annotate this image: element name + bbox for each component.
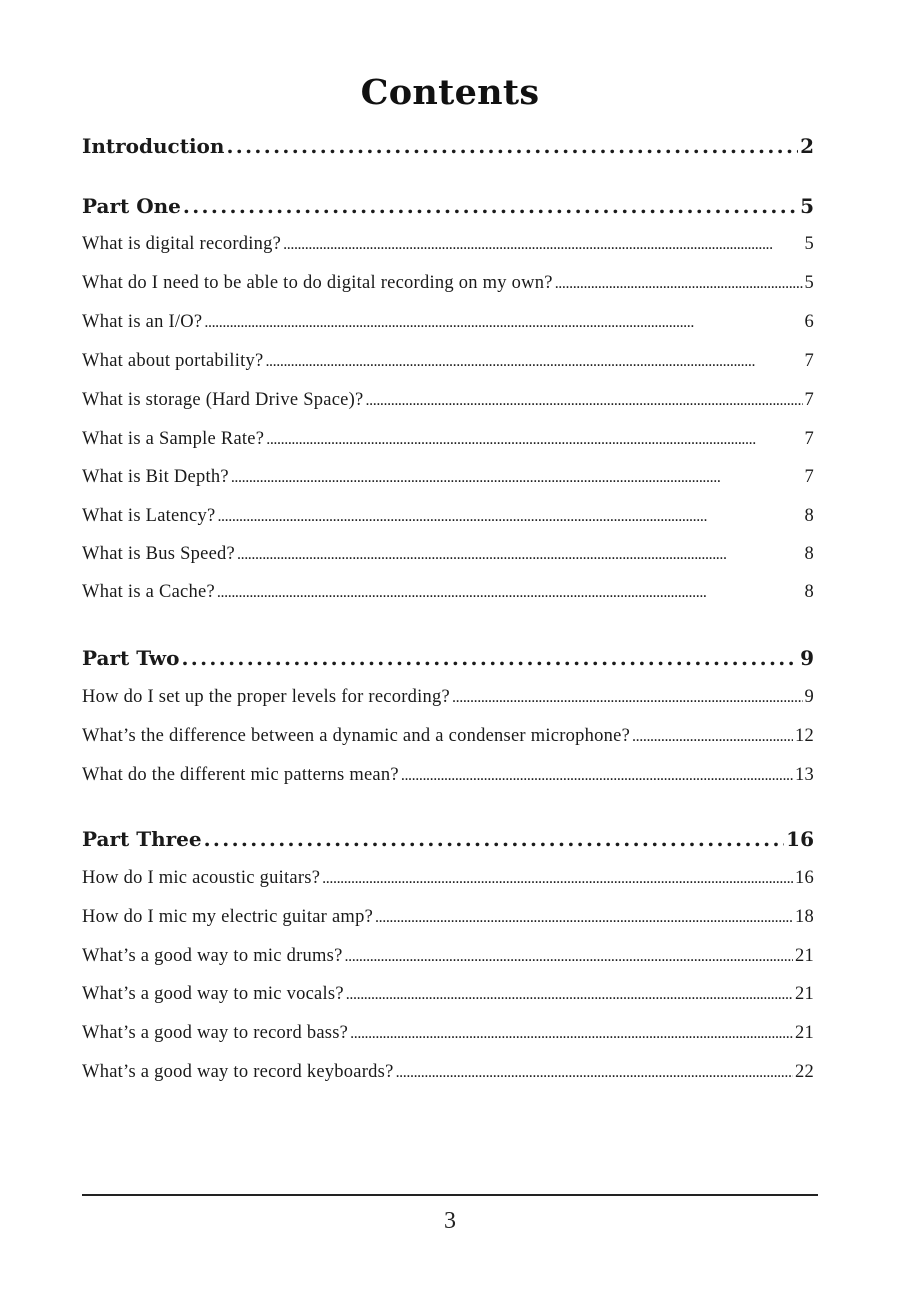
toc-heading-part-one: [82, 191, 814, 221]
dot-leader: [237, 541, 803, 567]
toc-entry-page: 5: [804, 234, 814, 254]
dot-leader: [452, 684, 802, 710]
dot-leader: [322, 865, 793, 891]
dot-leader: [366, 387, 803, 413]
toc-entry: [82, 387, 814, 413]
toc-entry: [82, 309, 814, 335]
toc-heading-label: Part Three: [82, 827, 202, 851]
toc-entry: [82, 943, 814, 969]
toc-entry-label: What is an I/O?: [82, 312, 203, 332]
dot-leader: [265, 348, 802, 374]
dot-leader: [266, 426, 802, 452]
toc-entry: [82, 904, 814, 930]
toc-entry: [82, 426, 814, 452]
toc-heading-label: Part Two: [82, 646, 180, 670]
toc-entry: [82, 348, 814, 374]
dot-leader: [632, 723, 793, 749]
toc-entry-page: 6: [804, 312, 814, 332]
toc-entry-page: 21: [795, 1023, 814, 1043]
toc-heading-page: 2: [800, 134, 814, 158]
dot-leader: [217, 579, 803, 605]
dot-leader: [283, 231, 802, 257]
toc-entry-page: 22: [795, 1062, 814, 1082]
toc-entry: [82, 865, 814, 891]
toc-entry-label: What’s a good way to mic vocals?: [82, 984, 344, 1004]
toc-entry: [82, 981, 814, 1007]
toc-entry-label: What’s a good way to mic drums?: [82, 946, 343, 966]
toc-entry: [82, 579, 814, 605]
toc-heading-page: 5: [800, 194, 814, 218]
dot-leader: [226, 131, 798, 161]
toc-entry-page: 18: [795, 907, 814, 927]
toc-entry-page: 7: [804, 351, 814, 371]
dot-leader: [375, 904, 793, 930]
toc-entry: [82, 1020, 814, 1046]
toc-entry: [82, 762, 814, 788]
toc-entry-label: What about portability?: [82, 351, 264, 371]
dot-leader: [401, 762, 793, 788]
dot-leader: [204, 824, 785, 854]
toc-entry-label: How do I set up the proper levels for recording?: [82, 687, 451, 707]
toc-entry: [82, 270, 814, 296]
toc-entry-page: 21: [795, 984, 814, 1004]
page-number: 3: [444, 1208, 456, 1234]
dot-leader: [204, 309, 802, 335]
footer-divider: [82, 1194, 818, 1196]
dot-leader: [396, 1059, 793, 1085]
toc-entry-page: 7: [804, 429, 814, 449]
toc-entry-page: 12: [795, 726, 814, 746]
dot-leader: [345, 943, 793, 969]
toc-heading-label: Part One: [82, 194, 181, 218]
toc-entry-label: What do I need to be able to do digital recording on my own?: [82, 273, 553, 293]
toc-entry: [82, 684, 814, 710]
page-title: Contents: [360, 72, 540, 113]
dot-leader: [181, 643, 798, 673]
toc-heading-page: 16: [786, 827, 814, 851]
toc-entry-label: What is Bus Speed?: [82, 544, 235, 564]
dot-leader: [555, 270, 803, 296]
toc-entry-label: What is Bit Depth?: [82, 467, 229, 487]
toc-heading-label: Introduction: [82, 134, 225, 158]
toc-heading-page: 9: [800, 646, 814, 670]
toc-heading-introduction: [82, 131, 814, 161]
dot-leader: [231, 464, 803, 490]
toc-entry-page: 8: [804, 544, 814, 564]
toc-entry-page: 21: [795, 946, 814, 966]
dot-leader: [350, 1020, 793, 1046]
dot-leader: [346, 981, 793, 1007]
toc-heading-part-three: [82, 824, 814, 854]
toc-entry-page: 8: [804, 506, 814, 526]
toc-entry: [82, 503, 814, 529]
toc-entry-page: 7: [804, 390, 814, 410]
toc-heading-part-two: [82, 643, 814, 673]
toc-entry-page: 5: [804, 273, 814, 293]
toc-entry-label: What is a Sample Rate?: [82, 429, 265, 449]
toc-entry-page: 9: [804, 687, 814, 707]
toc-entry-label: What’s the difference between a dynamic and a condenser microphone?: [82, 726, 631, 746]
toc-entry-page: 13: [795, 765, 814, 785]
toc-entry-label: What is Latency?: [82, 506, 216, 526]
toc-entry-label: What’s a good way to record keyboards?: [82, 1062, 394, 1082]
toc-entry-label: What is digital recording?: [82, 234, 282, 254]
toc-entry-label: What is a Cache?: [82, 582, 215, 602]
toc-entry-label: How do I mic my electric guitar amp?: [82, 907, 374, 927]
toc-entry: [82, 541, 814, 567]
toc-entry: [82, 464, 814, 490]
toc-entry: [82, 1059, 814, 1085]
toc-entry-label: What’s a good way to record bass?: [82, 1023, 349, 1043]
toc-entry-page: 7: [804, 467, 814, 487]
dot-leader: [217, 503, 802, 529]
toc-entry: [82, 723, 814, 749]
toc-entry-label: What do the different mic patterns mean?: [82, 765, 399, 785]
toc-entry-page: 16: [795, 868, 814, 888]
toc-entry: [82, 231, 814, 257]
dot-leader: [183, 191, 798, 221]
toc-entry-label: What is storage (Hard Drive Space)?: [82, 390, 364, 410]
toc-entry-page: 8: [804, 582, 814, 602]
toc-entry-label: How do I mic acoustic guitars?: [82, 868, 321, 888]
